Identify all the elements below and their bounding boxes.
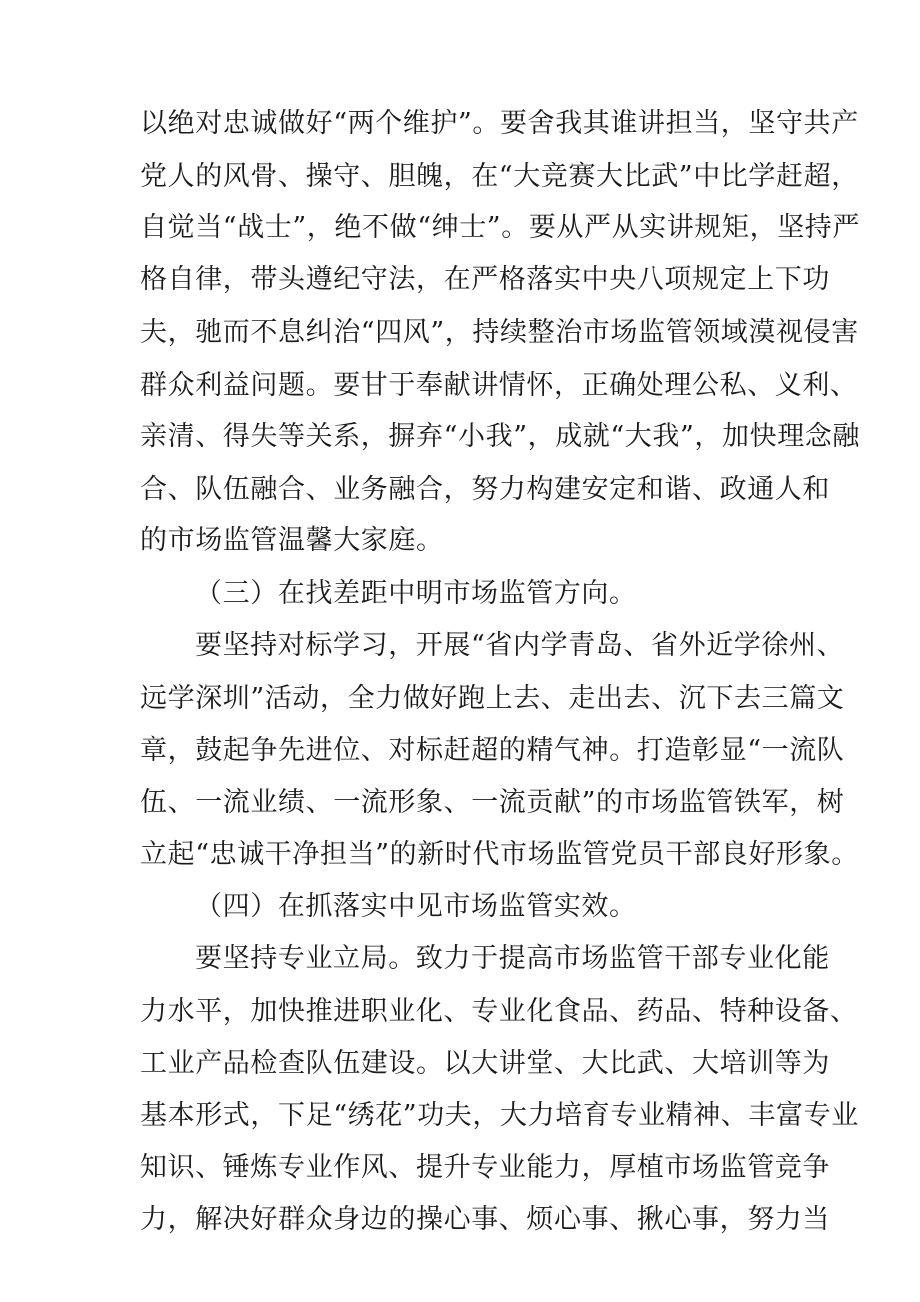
text-line: 亲清、得失等关系，摒弃“小我”，成就“大我”，加快理念融 (140, 421, 861, 452)
text-line: 基本形式，下足“绣花”功夫，大力培育专业精神、丰富专业 (140, 1100, 859, 1131)
text-line: 工业产品检查队伍建设。以大讲堂、大比武、大培训等为 (140, 1048, 830, 1079)
text-line: 要坚持专业立局。致力于提高市场监管干部专业化能 (195, 943, 830, 974)
text-line: 格自律，带头遵纪守法，在严格落实中央八项规定上下功 (140, 264, 830, 295)
text-line: 章，鼓起争先进位、对标赶超的精气神。打造彰显“一流队 (140, 735, 845, 766)
text-line: 自觉当“战士”，绝不做“绅士”。要从严从实讲规矩，坚持严 (140, 212, 861, 243)
text-line: 党人的风骨、操守、胆魄，在“大竞赛大比武”中比学赶超， (140, 161, 859, 192)
text-line: 力，解决好群众身边的操心事、烦心事、揪心事，努力当 (140, 1204, 830, 1235)
text-line: 远学深圳”活动，全力做好跑上去、走出去、沉下去三篇文 (140, 683, 845, 714)
text-line: 力水平，加快推进职业化、专业化食品、药品、特种设备、 (140, 996, 858, 1027)
text-line: 知识、锤炼专业作风、提升专业能力，厚植市场监管竞争 (140, 1152, 830, 1183)
text-line: 夫，驰而不息纠治“四风”，持续整治市场监管领域漠视侵害 (140, 317, 859, 348)
text-line: 群众利益问题。要甘于奉献讲情怀，正确处理公私、义利、 (140, 370, 858, 401)
text-line: 合、队伍融合、业务融合，努力构建安定和谐、政通人和 (140, 474, 830, 505)
text-line: 立起“忠诚干净担当”的新时代市场监管党员干部良好形象。 (140, 839, 859, 870)
section-heading: （三）在找差距中明市场监管方向。 (195, 578, 637, 609)
section-heading: （四）在抓落实中见市场监管实效。 (195, 891, 637, 922)
text-line: 的市场监管温馨大家庭。 (140, 525, 444, 556)
text-line: 伍、一流业绩、一流形象、一流贡献”的市场监管铁军，树 (140, 787, 845, 818)
text-line: 以绝对忠诚做好“两个维护”。要舍我其谁讲担当，坚守共产 (140, 108, 859, 139)
text-line: 要坚持对标学习，开展“省内学青岛、省外近学徐州、 (195, 630, 845, 661)
